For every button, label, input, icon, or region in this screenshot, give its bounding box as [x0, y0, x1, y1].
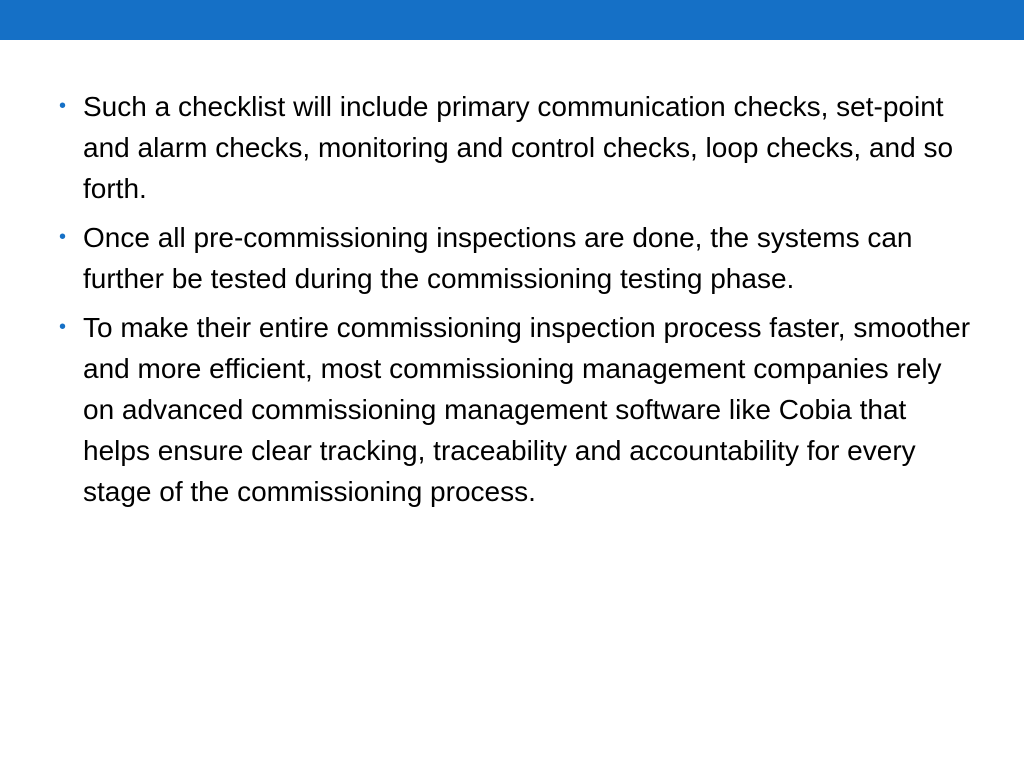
bullet-item-testing: [58, 217, 978, 299]
bullet-text: Such a checklist will include primary communication checks, set-point and alarm checks, monitoring and control checks, loop checks, and so forth.: [83, 91, 954, 204]
slide-content: [58, 86, 978, 520]
bullet-list: [58, 86, 978, 512]
bullet-text: Once all pre-commissioning inspections are done, the systems can further be tested during the commissioning testing phase.: [83, 222, 913, 294]
header-bar: [0, 0, 1024, 40]
bullet-dot-icon: •: [59, 95, 67, 117]
bullet-text: To make their entire commissioning inspection process faster, smoother and more efficient, most commissioning management companies rely on advanced commissioning management software like Cobia that helps ensure clear tracking, traceability and accountability for every stage of the commissioning process.: [83, 312, 971, 507]
bullet-item-checklist: [58, 86, 978, 209]
bullet-dot-icon: •: [59, 226, 67, 248]
bullet-dot-icon: •: [59, 316, 67, 338]
bullet-item-software: [58, 307, 978, 512]
